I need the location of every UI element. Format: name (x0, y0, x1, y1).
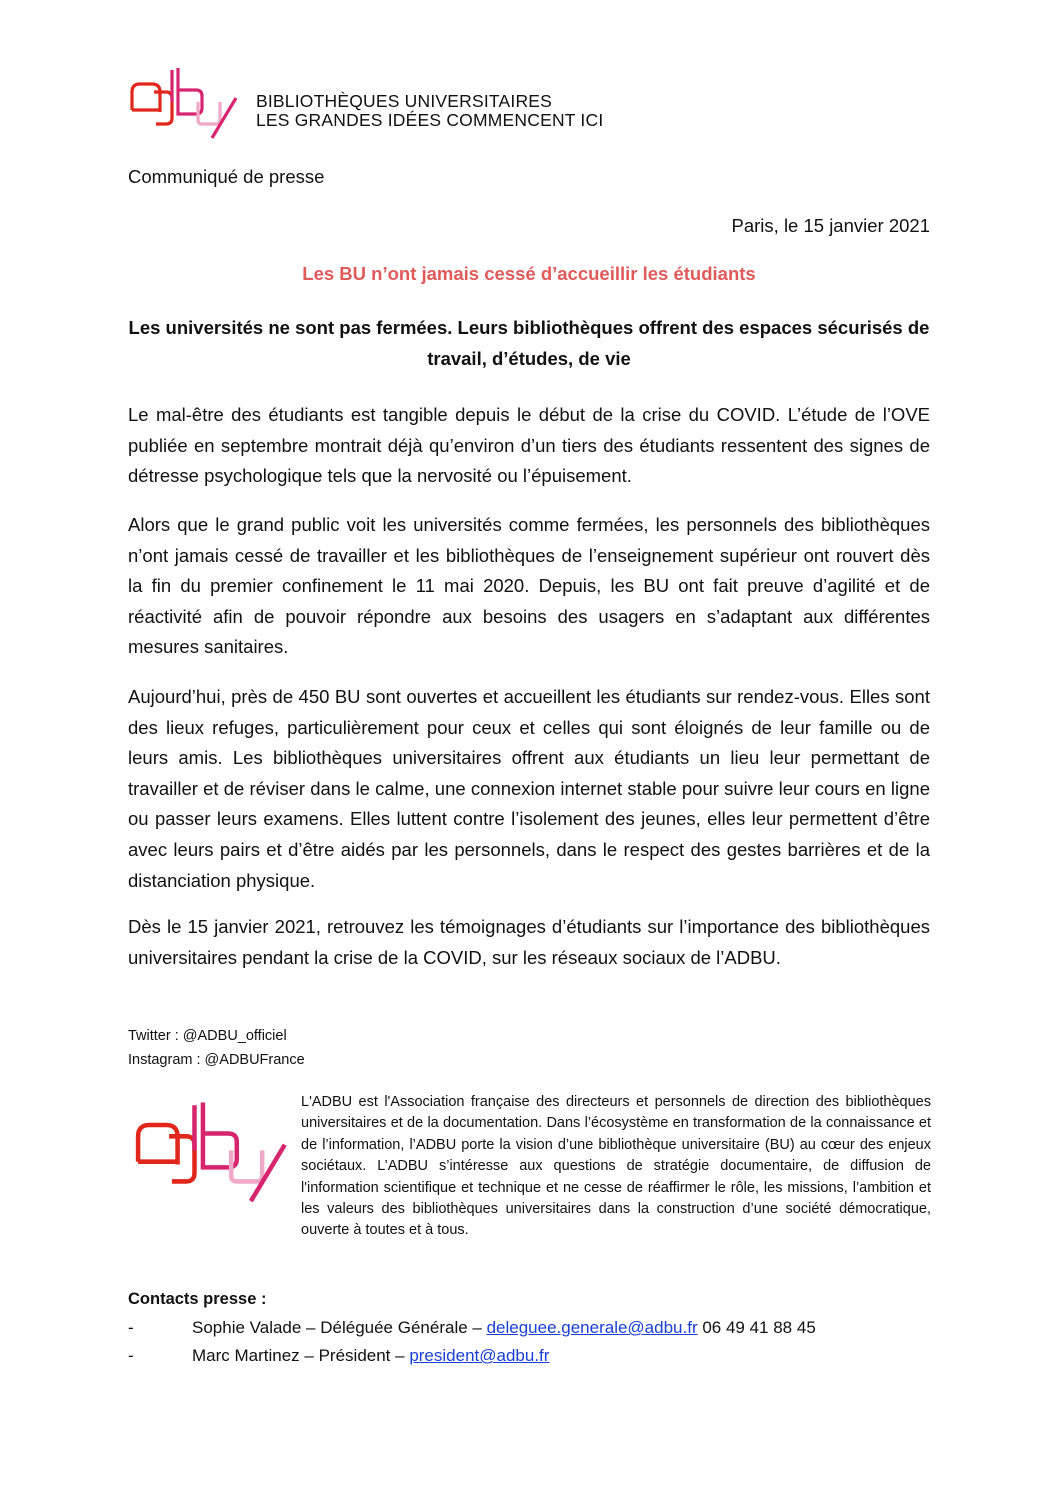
contact-item (128, 1318, 930, 1338)
list-dash: - (128, 1318, 134, 1337)
header-tagline (256, 92, 603, 130)
contact-name: Sophie Valade – Déléguée Générale – (192, 1318, 487, 1337)
body-paragraph: Le mal-être des étudiants est tangible depuis le début de la crise du COVID. L’étude de l’OVE publiée en septembre montrait déjà qu’environ d’un tiers des étudiants ressentent des signes de détresse psychologique tels que la nervosité ou l’épuisement. (128, 404, 930, 487)
header-slogan: LES GRANDES IDÉES COMMENCENT ICI (256, 110, 604, 130)
body-paragraph: Alors que le grand public voit les universités comme fermées, les personnels des bibliothèques n’ont jamais cessé de travailler et les bibliothèques de l’enseignement supérieur ont rouvert dès la fin du premier confinement le 11 mai 2020. Depuis, les BU ont fait preuve d’agilité et de réactivité afin de pouvoir répondre aux besoins des usagers en s’adaptant aux différentes mesures sanitaires. (128, 514, 930, 658)
body-paragraph: Dès le 15 janvier 2021, retrouvez les témoignages d’étudiants sur l’importance des bibliothèques universitaires pendant la crise de la COVID, sur les réseaux sociaux de l’ADBU. (128, 916, 930, 968)
headline: Les BU n’ont jamais cessé d’accueillir les étudiants (302, 263, 756, 284)
contact-email-link[interactable]: president@adbu.fr (409, 1346, 550, 1365)
body-paragraph: Aujourd’hui, près de 450 BU sont ouvertes et accueillent les étudiants sur rendez-vous. Elles sont des lieux refuges, particulièrement pour ceux et celles qui sont éloignés de leur famille ou de leurs amis. Les bibliothèques universitaires offrent aux étudiants un lieu leur permettant de travailler et de réviser dans le calme, une connexion internet stable pour suivre leur cours en ligne ou passer leurs examens. Elles luttent contre l’isolement des jeunes, elles leur permettent d’être avec leurs pairs et d’être aidés par les personnels, dans le respect des gestes barrières et de la distanciation physique. (128, 686, 930, 891)
adbu-logo (128, 62, 238, 140)
contact-name: Marc Martinez – Président – (192, 1346, 410, 1365)
instagram-handle: Instagram : @ADBUFrance (128, 1052, 305, 1068)
twitter-handle: Twitter : @ADBU_officiel (128, 1028, 287, 1044)
about-adbu: L'ADBU est l'Association française des directeurs et personnels de direction des bibliothèques universitaires et de la documentation. Dans l’écosystème en transformation de la connaissance et de l’information, l’ADBU porte la vision d’une bibliothèque universitaire (BU) au cœur des enjeux sociétaux. L’ADBU s’intéresse aux questions de stratégie documentaire, de diffusion de l'information scientifique et technique et ne cesse de réaffirmer le rôle, les missions, l’ambition et les valeurs des bibliothèques universitaires dans la construction d’une société démocratique, ouverte à toutes et à tous. (301, 1094, 931, 1239)
adbu-logo-large (128, 1094, 292, 1204)
header-title: BIBLIOTHÈQUES UNIVERSITAIRES (256, 91, 553, 111)
contact-phone: 06 49 41 88 45 (697, 1318, 816, 1337)
document-type: Communiqué de presse (128, 166, 325, 187)
contacts-title: Contacts presse : (128, 1290, 267, 1308)
date-line: Paris, le 15 janvier 2021 (731, 215, 930, 236)
subheadline: Les universités ne sont pas fermées. Leurs bibliothèques offrent des espaces sécurisés de travail, d’études, de vie (128, 317, 930, 369)
list-dash: - (128, 1346, 134, 1365)
social-handles (128, 1024, 305, 1072)
contact-item (128, 1346, 930, 1366)
contact-email-link[interactable]: deleguee.generale@adbu.fr (486, 1318, 698, 1337)
